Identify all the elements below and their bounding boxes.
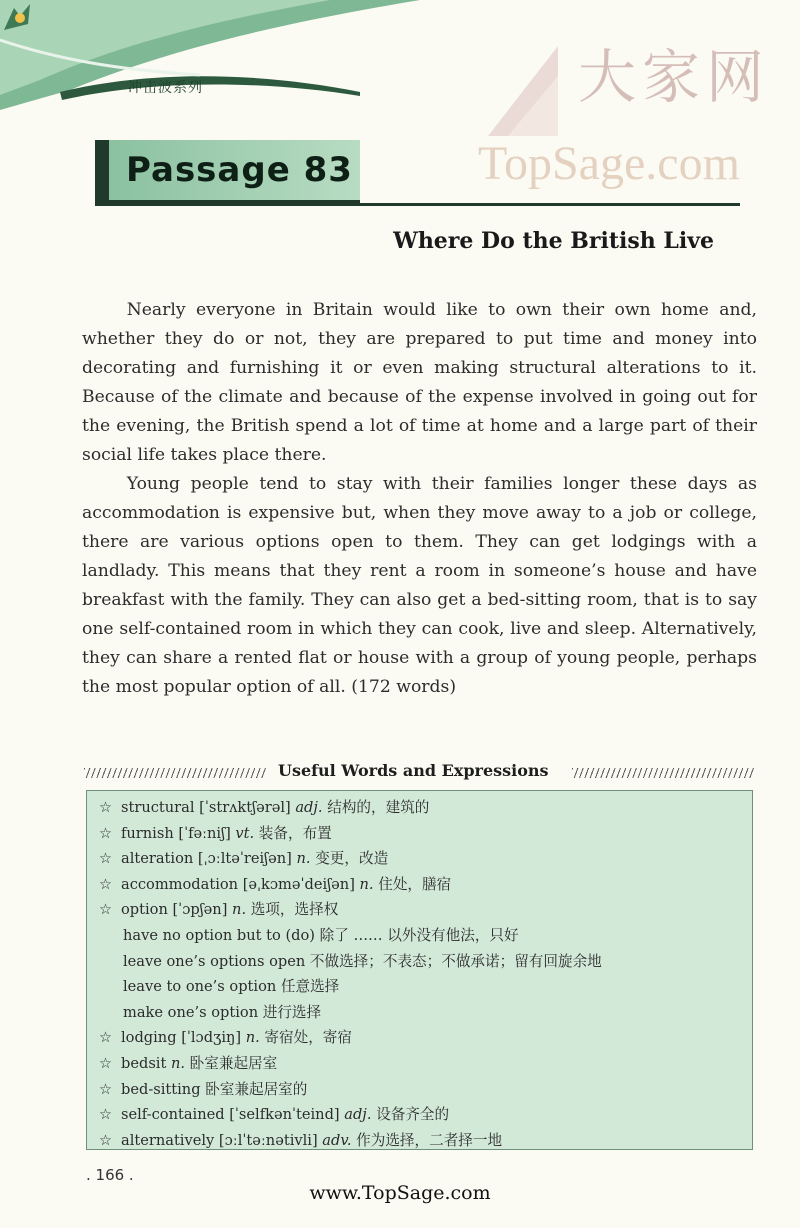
mascot-icon [0,0,36,34]
vocab-word: structural [121,799,200,816]
expression-row: leave one’s options open 不做选择；不表态；不做承诺；留有回旋余地 [123,952,602,970]
vocab-meaning: 作为选择，二者择一地 [356,1131,503,1149]
vocab-meaning: 结构的，建筑的 [327,799,430,816]
star-icon: ☆ [99,875,113,893]
vocab-phonetic: [ˈselfkənˈteind] [229,1106,345,1124]
vocab-word: furnish [121,824,179,842]
star-icon: ☆ [99,1080,113,1098]
vocab-row [99,821,752,847]
vocab-phonetic: [ˈstrʌktʃərəl] [199,799,296,816]
vocab-row [99,1077,752,1103]
vocab-word: option [121,901,173,919]
series-label: 冲击波系列 [128,80,203,96]
watermark-logo-icon [478,36,568,146]
expression-row: leave to one’s option 任意选择 [123,978,340,996]
star-icon: ☆ [99,1029,113,1047]
vocab-word: lodging [121,1029,182,1047]
passage-title: Passage 83 [126,150,353,190]
vocab-meaning: 选项，选择权 [250,901,339,919]
vocab-row [99,897,752,923]
star-icon: ☆ [99,1054,113,1072]
paragraph-1: Nearly everyone in Britain would like to own their own home and, whether they do or not, they are prepared to put time and money into decorating and furnishing it or even making structural alterations to it. Because of the climate and because of the expense involved in going out for the evening, the British spend a lot of time at home and a large part of their social life takes place there. [82,300,757,465]
star-icon: ☆ [99,1131,113,1149]
star-icon: ☆ [99,1106,113,1124]
vocab-row [99,872,752,898]
vocab-row [99,1128,752,1154]
vocab-word: bedsit [121,1054,171,1072]
vocab-pos: n. [359,875,379,893]
vocab-row [99,1102,752,1128]
vocab-pos: n. [170,1054,190,1072]
vocab-pos: adv. [322,1131,357,1149]
vocab-pos: adj. [295,799,328,816]
article-body [82,296,757,702]
star-icon: ☆ [99,850,113,868]
vocab-row [99,1025,752,1051]
vocab-phonetic: [ˈfəːniʃ] [178,824,236,842]
useful-words-header [84,760,754,784]
vocab-word: alteration [121,850,198,868]
vocab-pos: n. [232,901,251,919]
hatch-right [572,768,754,778]
vocab-word: alternatively [121,1131,219,1149]
vocab-pos: n. [245,1029,265,1047]
vocab-phonetic: [ˈɔpʃən] [172,901,233,919]
footer-url[interactable]: www.TopSage.com [309,1182,491,1204]
hatch-left [84,768,266,778]
vocab-meaning: 装备，布置 [258,824,332,842]
expression-row: have no option but to (do) 除了 …… 以外没有他法，只好 [123,926,519,944]
vocab-meaning: 设备齐全的 [376,1106,450,1124]
vocab-pos: adj. [344,1106,377,1124]
vocab-row [99,795,752,821]
useful-words-box [86,790,753,1150]
vocab-row [99,846,752,872]
vocab-phonetic: [ˌɔːltəˈreiʃən] [197,850,297,868]
paragraph-2: Young people tend to stay with their families longer these days as accommodation is expensive but, when they move away to a job or college, there are various options open to them. They can get lodgings with a landlady. This means that they rent a room in someone’s house and have breakfast with the family. They can also get a bed-sitting room, that is to say one self-contained room in which they can cook, live and sleep. Alternatively, they can share a rented flat or house with a group of young people, perhaps the most popular option of all. (172 words) [82,474,757,697]
watermark-chinese: 大家网 [578,43,771,111]
useful-words-title: Useful Words and Expressions [278,761,549,780]
page-number: . 166 . [86,1166,134,1184]
vocab-meaning: 住处，膳宿 [378,875,452,893]
vocab-phonetic: [əˌkɔməˈdeiʃən] [242,875,360,893]
watermark-english: TopSage.com [478,137,740,190]
vocab-pos: vt. [235,824,259,842]
passage-underline [360,203,740,206]
expression-row: make one’s option 进行选择 [123,1003,322,1021]
vocab-meaning: 寄宿处，寄宿 [264,1029,352,1047]
vocab-meaning: 变更，改造 [315,850,389,868]
vocab-pos: n. [296,850,316,868]
article-title: Where Do the British Live [393,228,714,254]
vocab-word: self-contained [121,1106,230,1124]
vocab-word: accommodation [121,875,243,893]
vocab-phonetic: [ɔːlˈtəːnətivli] [218,1131,323,1149]
vocab-word: bed-sitting [121,1080,206,1098]
star-icon: ☆ [99,799,113,816]
vocab-row [99,1051,752,1077]
star-icon: ☆ [99,824,113,842]
passage-underline-thick [95,200,360,206]
vocab-phonetic: [ˈlɔdʒiŋ] [181,1029,246,1047]
star-icon: ☆ [99,901,113,919]
vocab-meaning: 卧室兼起居室的 [205,1080,308,1098]
vocab-meaning: 卧室兼起居室 [189,1054,278,1072]
